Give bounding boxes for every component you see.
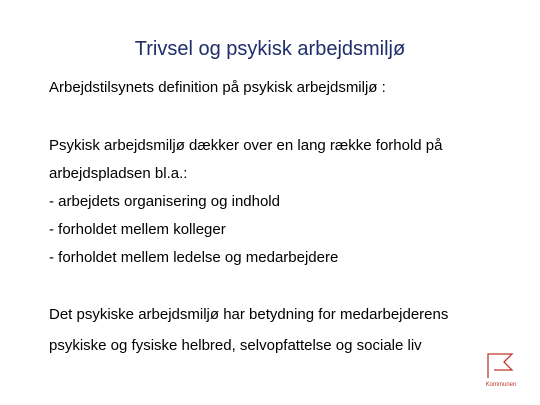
body-line-2: arbejdspladsen bl.a.: (49, 165, 188, 182)
body-line-1: Psykisk arbejdsmiljø dækker over en lang række forhold på (49, 137, 443, 154)
municipality-logo (478, 348, 524, 394)
slide-title: Trivsel og psykisk arbejdsmiljø (134, 38, 406, 60)
conclusion-line-1: Det psykiske arbejdsmiljø har betydning for medarbejderens (49, 306, 449, 323)
conclusion-line-2: psykiske og fysiske helbred, selvopfattelse og sociale liv (49, 337, 422, 354)
logo-text: Kommunen (485, 382, 517, 388)
definition-heading: Arbejdstilsynets definition på psykisk arbejdsmiljø : (49, 79, 386, 96)
bullet-kolleger: - forholdet mellem kolleger (49, 221, 226, 238)
flag-icon (484, 348, 518, 380)
bullet-ledelse: - forholdet mellem ledelse og medarbejdere (49, 249, 339, 266)
bullet-organisering: - arbejdets organisering og indhold (49, 193, 280, 210)
